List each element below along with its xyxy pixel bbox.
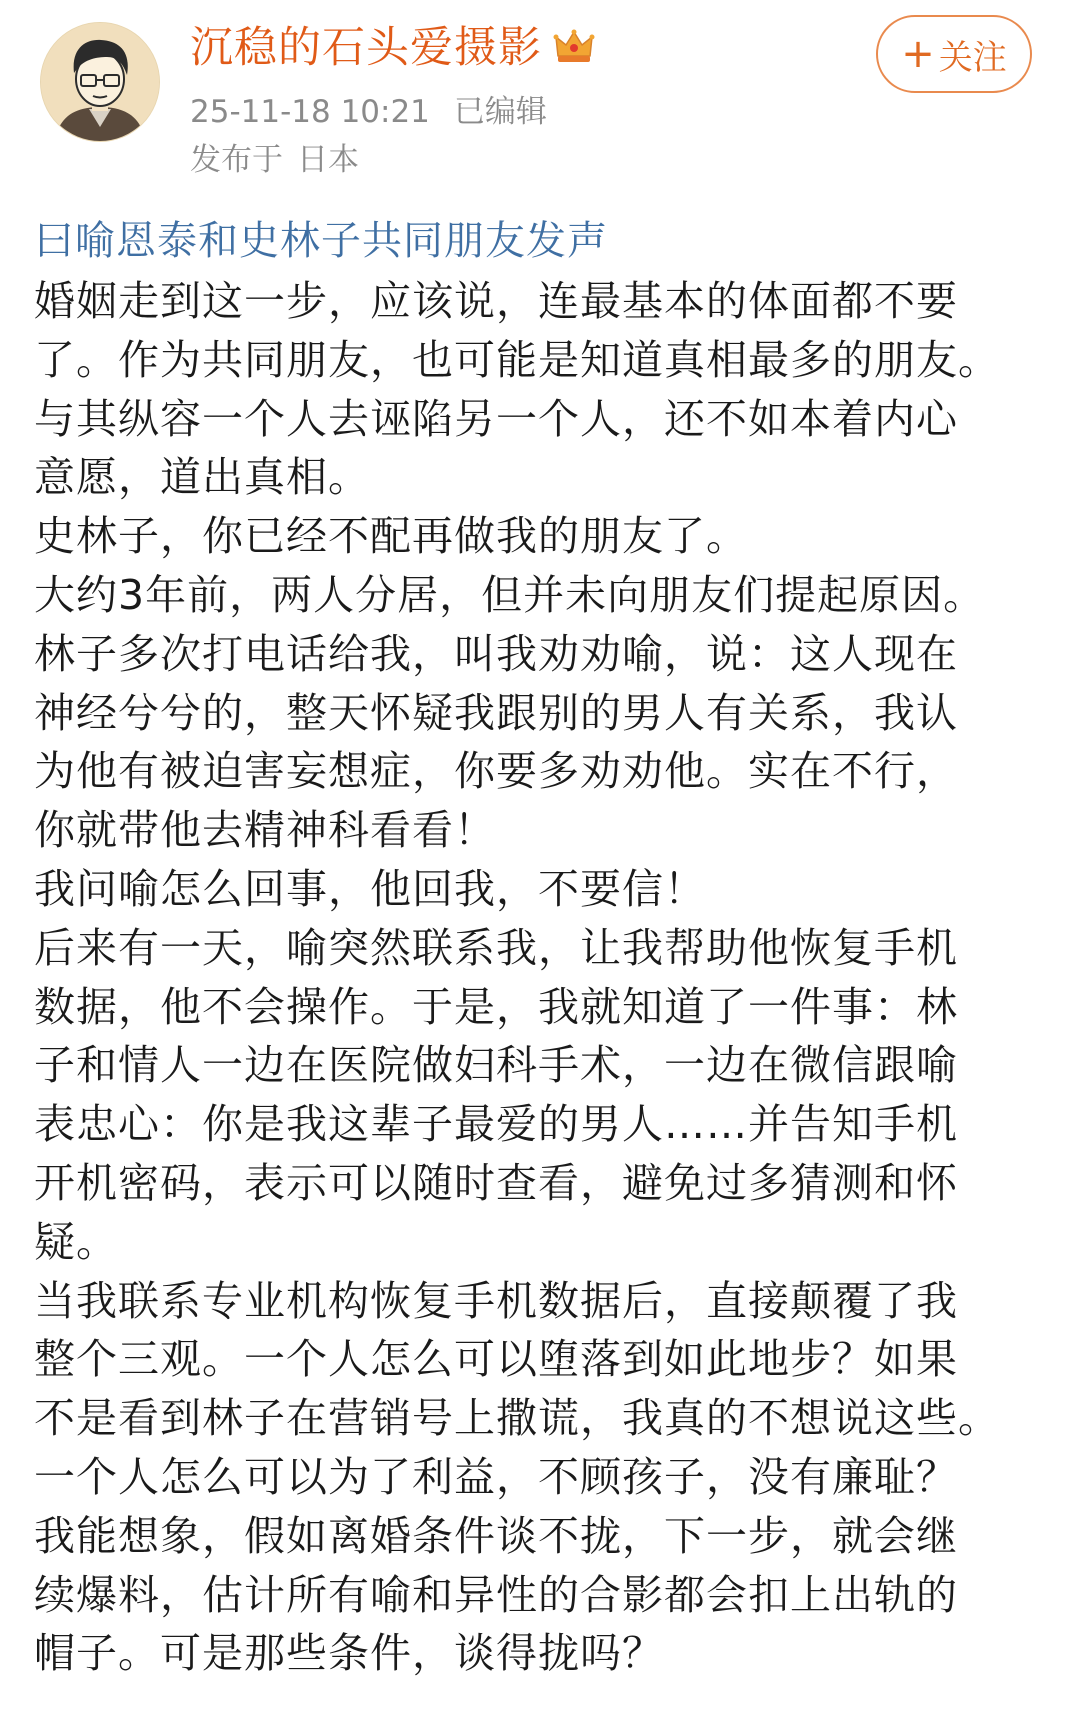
post-header [0,0,1072,200]
avatar-illustration-icon [41,23,159,141]
post-text-line: 表忠心：你是我这辈子最爱的男人……并告知手机 [34,1100,958,1149]
post-text-line: 子和情人一边在医院做妇科手术，一边在微信跟喻 [34,1041,958,1090]
post-text-line: 续爆料，估计所有喻和异性的合影都会扣上出轨的 [34,1570,958,1619]
post-text [34,272,1044,1683]
crown-badge-icon [552,24,596,68]
plus-icon: + [901,31,935,77]
post-text-line: 林子多次打电话给我，叫我劝劝喻，说：这人现在 [34,629,958,678]
post-text-line: 神经兮兮的，整天怀疑我跟别的男人有关系，我认 [34,688,958,737]
post-text-line: 后来有一天，喻突然联系我，让我帮助他恢复手机 [34,923,958,972]
post-text-line: 了。作为共同朋友，也可能是知道真相最多的朋友。 [34,335,1000,384]
post-text-line: 整个三观。一个人怎么可以堕落到如此地步？如果 [34,1335,958,1384]
post-text-line: 不是看到林子在营销号上撒谎，我真的不想说这些。 [34,1394,1000,1443]
post-meta-time [190,92,547,132]
post-text-line: 我能想象，假如离婚条件谈不拢，下一步，就会继 [34,1511,958,1560]
post-text-line: 数据，他不会操作。于是，我就知道了一件事：林 [34,982,958,1031]
post-text-line: 意愿，道出真相。 [34,453,370,502]
post-text-line: 疑。 [34,1217,118,1266]
post-text-line: 为他有被迫害妄想症，你要多劝劝他。实在不行， [34,747,958,796]
follow-button-label: 关注 [938,37,1007,78]
post-text-line: 你就带他去精神科看看！ [34,806,496,855]
post-meta-location [190,140,359,180]
post-text-line: 一个人怎么可以为了利益，不顾孩子，没有廉耻？ [34,1452,958,1501]
post-text-line: 当我联系专业机构恢复手机数据后，直接颠覆了我 [34,1276,958,1325]
post-text-line: 我问喻怎么回事，他回我，不要信！ [34,864,706,913]
avatar[interactable] [40,22,160,142]
post-title-link[interactable]: 曰喻恩泰和史林子共同朋友发声 [34,218,608,264]
post-body [34,210,1044,1683]
post-text-line: 婚姻走到这一步，应该说，连最基本的体面都不要 [34,277,958,325]
post-text-line: 开机密码，表示可以随时查看，避免过多猜测和怀 [34,1158,958,1207]
location-label: 发布于 [190,142,283,178]
follow-button[interactable] [876,15,1032,93]
post-text-line: 史林子，你已经不配再做我的朋友了。 [34,512,748,561]
post-text-line: 大约3年前，两人分居，但并未向朋友们提起原因。 [34,570,986,619]
post-text-line: 与其纵容一个人去诬陷另一个人，还不如本着内心 [34,394,958,443]
post-timestamp: 25-11-18 10:21 [190,94,430,130]
location-value: 日本 [297,142,359,178]
post-text-line: 帽子。可是那些条件，谈得拢吗？ [34,1629,664,1678]
edited-label: 已编辑 [453,94,547,130]
author-name[interactable]: 沉稳的石头爱摄影 [190,23,542,73]
